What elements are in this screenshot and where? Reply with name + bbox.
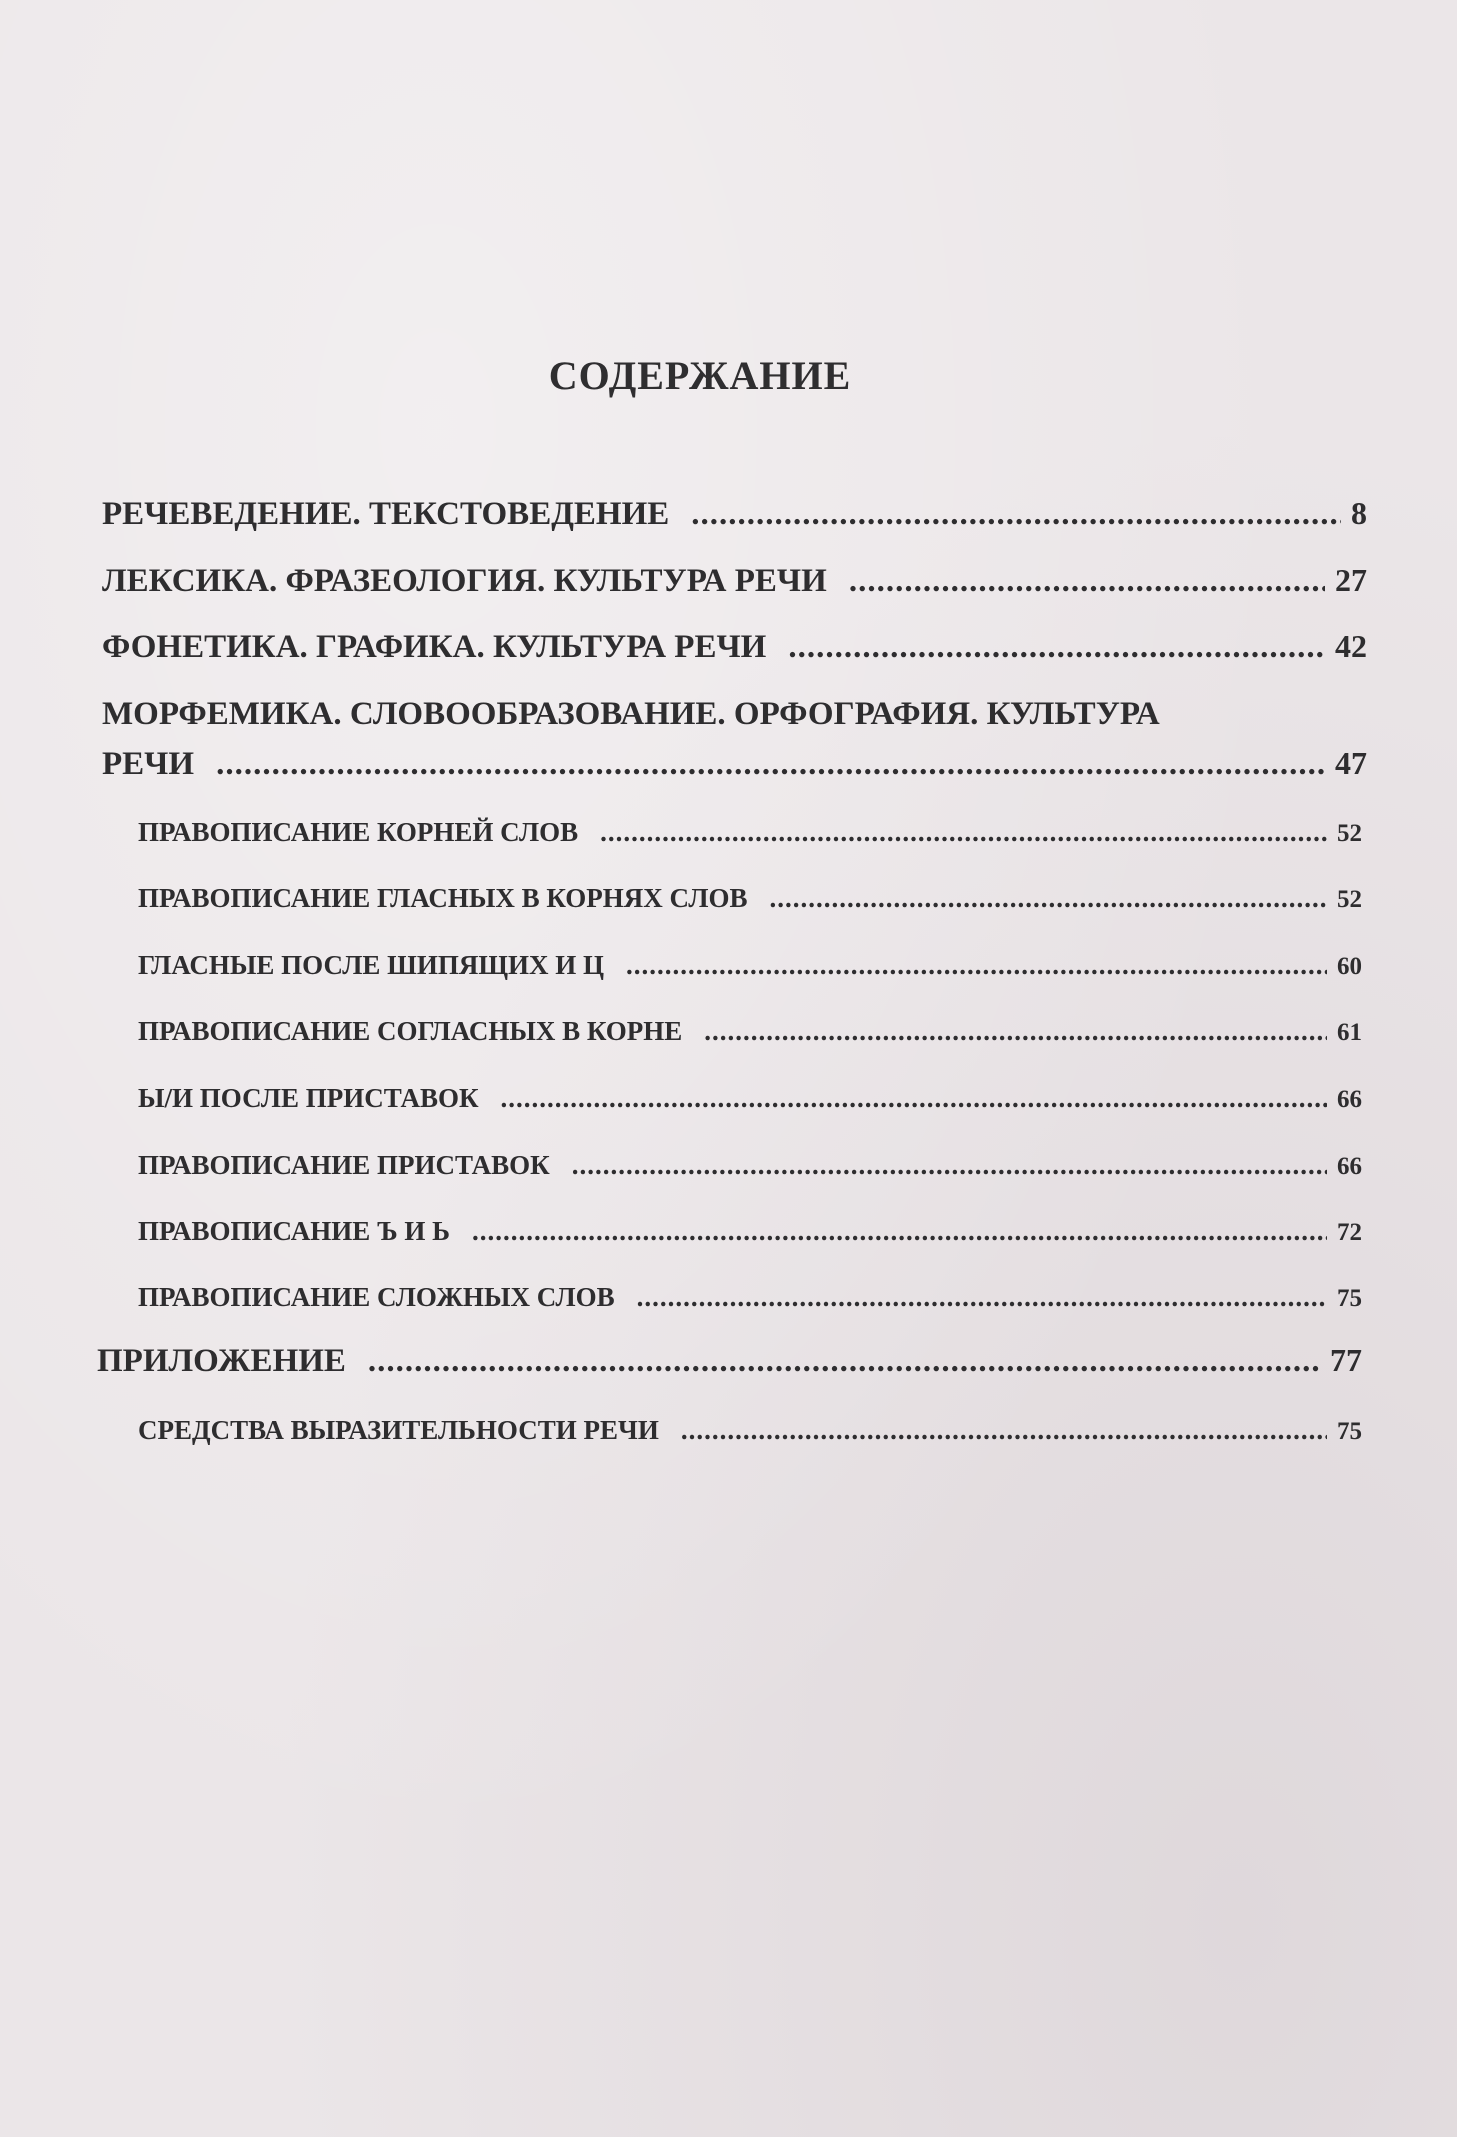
dot-leader	[216, 746, 1325, 783]
toc-entry	[97, 1342, 1362, 1380]
dot-leader	[788, 629, 1325, 666]
dot-leader	[691, 496, 1341, 533]
toc-entry-label: РЕЧЕВЕДЕНИЕ. ТЕКСТОВЕДЕНИЕ	[102, 496, 670, 532]
toc-subentry-page: 75	[1337, 1418, 1362, 1445]
toc-entry	[102, 745, 1367, 783]
toc-subentry	[138, 1150, 1362, 1181]
dot-leader	[368, 1343, 1320, 1380]
toc-subentry-page: 72	[1337, 1219, 1362, 1246]
toc-entry	[102, 628, 1367, 666]
toc-subentry-label: Ы/И ПОСЛЕ ПРИСТАВОК	[138, 1083, 479, 1113]
toc-subentry-label: ПРАВОПИСАНИЕ КОРНЕЙ СЛОВ	[138, 817, 579, 847]
toc-subentry	[138, 1415, 1362, 1446]
toc-subentry-page: 66	[1337, 1086, 1362, 1113]
toc-subentry-label: СРЕДСТВА ВЫРАЗИТЕЛЬНОСТИ РЕЧИ	[138, 1415, 659, 1445]
dot-leader	[501, 1083, 1327, 1114]
toc-subentry	[138, 950, 1362, 981]
toc-subentry-page: 61	[1337, 1019, 1362, 1046]
toc-entry-page: 47	[1335, 745, 1367, 781]
toc-entry-label-line1: МОРФЕМИКА. СЛОВООБРАЗОВАНИЕ. ОРФОГРАФИЯ. КУЛЬТУРА	[102, 696, 1160, 732]
toc-subentry-label: ПРАВОПИСАНИЕ ГЛАСНЫХ В КОРНЯХ СЛОВ	[138, 883, 748, 913]
toc-entry-label: ЛЕКСИКА. ФРАЗЕОЛОГИЯ. КУЛЬТУРА РЕЧИ	[102, 563, 827, 599]
toc-subentry-label: ПРАВОПИСАНИЕ ПРИСТАВОК	[138, 1150, 550, 1180]
toc-subentry-page: 66	[1337, 1153, 1362, 1180]
toc-entry-page: 77	[1330, 1342, 1362, 1378]
toc-subentry	[138, 1083, 1362, 1114]
toc-entry-page: 27	[1335, 562, 1367, 598]
toc-entry-page: 42	[1335, 628, 1367, 664]
toc-subentry	[138, 883, 1362, 914]
dot-leader	[849, 563, 1325, 600]
dot-leader	[626, 950, 1327, 981]
toc-subentry-page: 52	[1337, 820, 1362, 847]
dot-leader	[472, 1216, 1327, 1247]
toc-subentry	[138, 1282, 1362, 1313]
toc-entry	[102, 495, 1367, 533]
toc-subentry-label: ПРАВОПИСАНИЕ СЛОЖНЫХ СЛОВ	[138, 1282, 615, 1312]
toc-subentry-label: ПРАВОПИСАНИЕ СОГЛАСНЫХ В КОРНЕ	[138, 1016, 683, 1046]
toc-subentry-label: ПРАВОПИСАНИЕ Ъ И Ь	[138, 1216, 450, 1246]
toc-subentry-page: 52	[1337, 886, 1362, 913]
toc-entry-label: ФОНЕТИКА. ГРАФИКА. КУЛЬТУРА РЕЧИ	[102, 629, 767, 665]
dot-leader	[681, 1415, 1327, 1446]
toc-subentry-label: ГЛАСНЫЕ ПОСЛЕ ШИПЯЩИХ И Ц	[138, 950, 604, 980]
toc-entry-page: 8	[1351, 495, 1367, 531]
toc-title: СОДЕРЖАНИЕ	[548, 353, 852, 398]
toc-subentry-page: 60	[1337, 953, 1362, 980]
toc-entry	[102, 562, 1367, 600]
toc-subentry	[138, 1216, 1362, 1247]
dot-leader	[769, 883, 1327, 914]
toc-entry-label-line2: РЕЧИ	[102, 746, 195, 782]
dot-leader	[704, 1016, 1327, 1047]
toc-entry-label: ПРИЛОЖЕНИЕ	[97, 1343, 346, 1379]
toc-subentry	[138, 817, 1362, 848]
dot-leader	[600, 817, 1327, 848]
toc-subentry-page: 75	[1337, 1285, 1362, 1312]
dot-leader	[637, 1282, 1327, 1313]
dot-leader	[572, 1150, 1327, 1181]
toc-subentry	[138, 1016, 1362, 1047]
